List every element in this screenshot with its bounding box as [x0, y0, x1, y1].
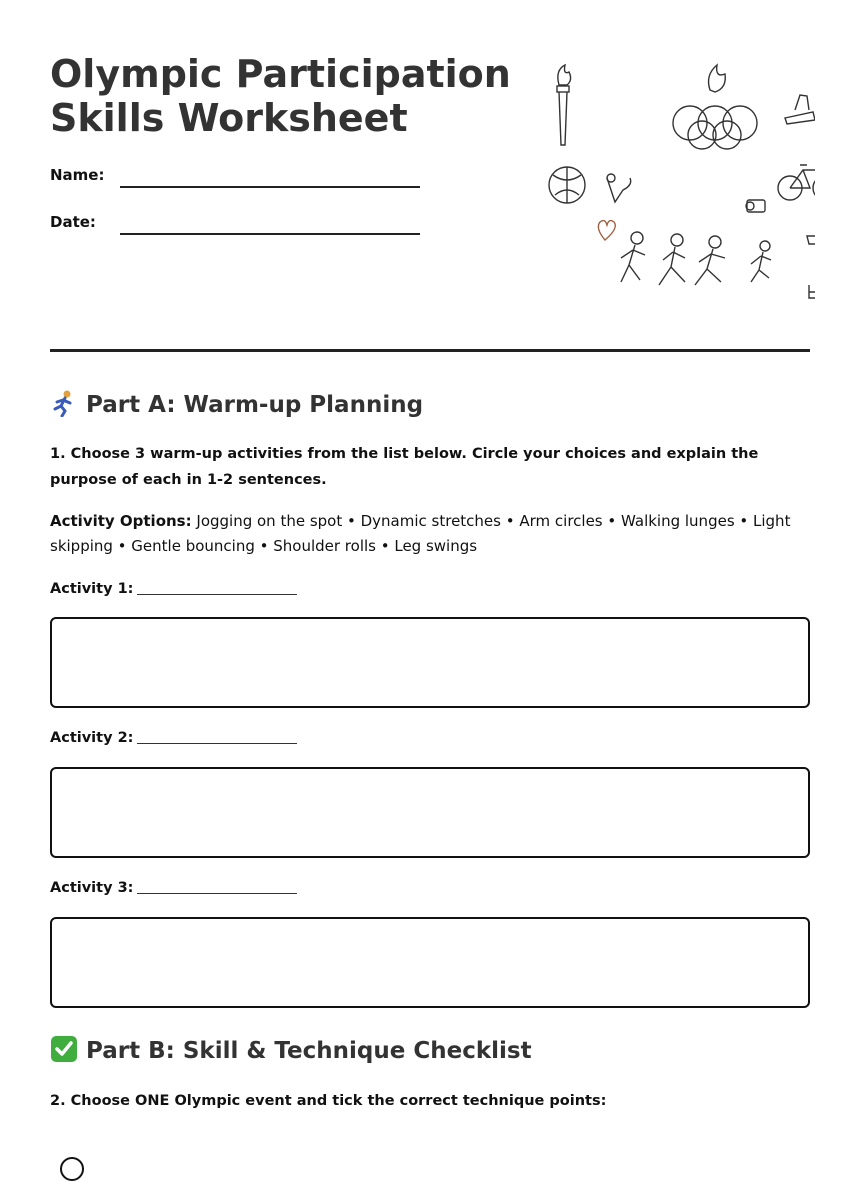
ball-icon — [549, 167, 585, 203]
question-2: 2. Choose ONE Olympic event and tick the correct technique points: — [50, 1093, 607, 1109]
bench-icon — [807, 236, 815, 244]
activity-2-label-text: Activity 2: — [50, 730, 134, 746]
olympic-rings-icon — [673, 65, 757, 149]
activity-options-label: Activity Options: — [50, 512, 192, 530]
hurdle-icon — [809, 285, 815, 298]
date-label: Date: — [50, 213, 96, 231]
activity-options — [50, 509, 810, 559]
activity-1-label — [50, 580, 297, 597]
activity-3-answer-box[interactable] — [50, 917, 810, 1008]
sneaker-icon — [785, 95, 815, 124]
activity-2-answer-box[interactable] — [50, 767, 810, 858]
check-mark-icon — [50, 1035, 78, 1063]
activity-1-blank[interactable] — [137, 580, 297, 595]
activity-2-label — [50, 729, 297, 746]
part-a-heading-text: Part A: Warm-up Planning — [86, 392, 424, 418]
date-line[interactable] — [120, 233, 420, 235]
name-line[interactable] — [120, 186, 420, 188]
activity-3-blank[interactable] — [137, 879, 297, 894]
activity-1-label-text: Activity 1: — [50, 581, 134, 597]
heart-icon — [598, 221, 615, 240]
part-b-heading-text: Part B: Skill & Technique Checklist — [86, 1038, 532, 1064]
part-b-heading — [50, 1035, 532, 1066]
activity-3-label — [50, 879, 297, 896]
activity-3-label-text: Activity 3: — [50, 880, 134, 896]
activity-1-answer-box[interactable] — [50, 617, 810, 708]
part-a-heading — [50, 389, 423, 420]
sports-illustrations — [545, 60, 815, 310]
bicycle-icon — [778, 165, 815, 200]
name-label: Name: — [50, 166, 105, 184]
activity-2-blank[interactable] — [137, 729, 297, 744]
whistle-icon — [607, 174, 631, 202]
header-divider — [50, 349, 810, 352]
stopwatch-icon — [746, 200, 765, 212]
torch-icon — [557, 65, 571, 145]
activity-options-text: Jogging on the spot • Dynamic stretches • Arm circles • Walking lunges • Light skipping • Gentle bouncing • Shoulder rolls • Leg swings — [50, 512, 791, 555]
runner-icon — [50, 389, 78, 417]
worksheet-title: Olympic Participation Skills Worksheet — [50, 52, 511, 140]
runners-icon — [621, 232, 771, 285]
question-1: 1. Choose 3 warm-up activities from the list below. Circle your choices and explain the purpose of each in 1-2 sentences. — [50, 446, 759, 488]
